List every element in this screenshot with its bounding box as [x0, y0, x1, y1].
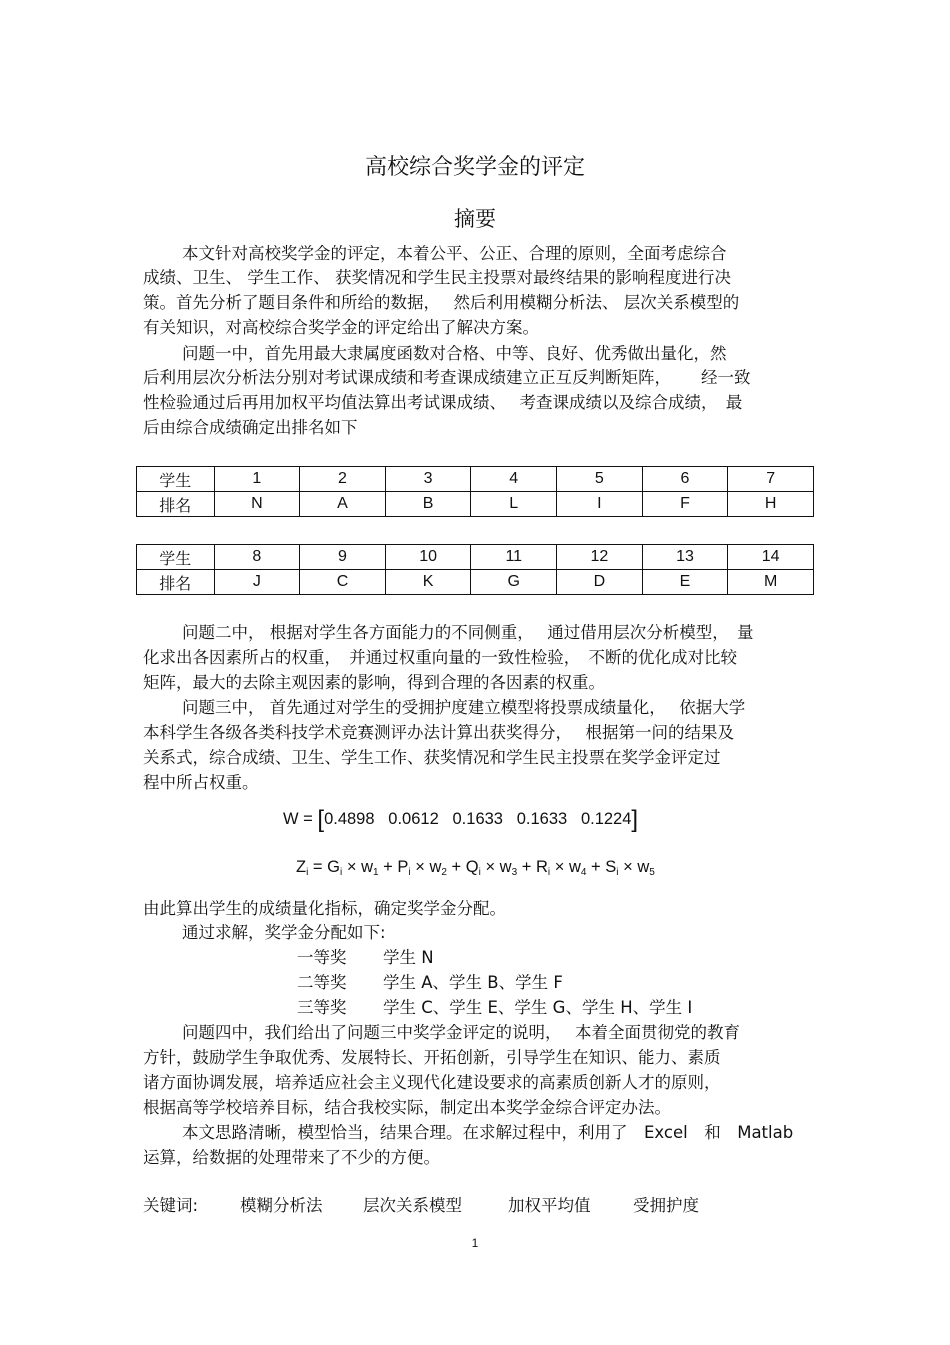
formula-eq: = — [312, 858, 323, 876]
keyword: 层次关系模型 — [363, 1196, 462, 1215]
formula-w: w — [637, 858, 650, 876]
paragraph-line: 后由综合成绩确定出排名如下 — [143, 418, 358, 437]
paragraph-line: 问题四中，我们给出了问题三中奖学金评定的说明， 本着全面贯彻党的教育 — [182, 1023, 740, 1042]
award-students: 学生 C、学生 E、学生 G、学生 H、学生 I — [383, 998, 693, 1017]
paragraph-line: 矩阵，最大的去除主观因素的影响，得到合理的各因素的权重。 — [143, 673, 605, 692]
formula-sub: i — [340, 867, 343, 878]
paragraph-line: 策。首先分析了题目条件和所给的数据， 然后利用模糊分析法、 层次关系模型的 — [143, 293, 740, 312]
paragraph-line: 后利用层次分析法分别对考试课成绩和考查课成绩建立正互反判断矩阵， 经一致 — [143, 368, 751, 387]
keywords-label: 关键词: — [143, 1196, 199, 1215]
table-cell: 11 — [471, 545, 557, 570]
abstract-heading: 摘要 — [454, 207, 496, 231]
formula-sub: i — [306, 867, 309, 878]
keyword: 加权平均值 — [508, 1196, 591, 1215]
formula-plus: + — [383, 858, 393, 876]
formula-sub: 4 — [580, 867, 587, 878]
table-cell: 14 — [728, 545, 814, 570]
formula-w: w — [429, 858, 442, 876]
formula-sub: i — [408, 867, 411, 878]
formula-sub: i — [616, 867, 619, 878]
formula-term: G — [327, 858, 340, 876]
table-cell: 13 — [642, 545, 728, 570]
table-cell: L — [471, 492, 557, 517]
weight-values: 0.4898 0.0612 0.1633 0.1633 0.1224 — [324, 810, 632, 828]
table-cell: F — [642, 492, 728, 517]
paragraph-line: 诸方面协调发展，培养适应社会主义现代化建设要求的高素质创新人才的原则， — [143, 1073, 721, 1092]
table-cell: 10 — [385, 545, 471, 570]
table-cell: 8 — [214, 545, 300, 570]
table-cell: 6 — [642, 467, 728, 492]
page-title: 高校综合奖学金的评定 — [364, 155, 585, 180]
table-cell: E — [642, 570, 728, 595]
award-students: 学生 A、学生 B、学生 F — [383, 973, 563, 992]
right-bracket: ] — [631, 806, 639, 833]
table-cell: J — [214, 570, 300, 595]
formula-times: × — [485, 858, 496, 876]
table-cell: 1 — [214, 467, 300, 492]
award-students: 学生 N — [383, 948, 434, 967]
formula-sub: 1 — [372, 867, 379, 878]
table-header-cell: 学生 — [137, 467, 215, 492]
table-cell: 3 — [385, 467, 471, 492]
weight-vector — [283, 806, 638, 834]
paragraph-line: 关系式，综合成绩、卫生、学生工作、获奖情况和学生民主投票在奖学金评定过 — [143, 748, 721, 767]
table-row — [137, 467, 814, 492]
formula-w: w — [361, 858, 373, 876]
paragraph-line: 根据高等学校培养目标，结合我校实际，制定出本奖学金综合评定办法。 — [143, 1098, 671, 1117]
table-cell: N — [214, 492, 300, 517]
paragraph-line: 问题二中， 根据对学生各方面能力的不同侧重， 通过借用层次分析模型， 量 — [182, 623, 754, 642]
paragraph-line: 性检验通过后再用加权平均值法算出考试课成绩、 考查课成绩以及综合成绩， 最 — [143, 393, 743, 412]
paragraph-line: 通过求解，奖学金分配如下: — [182, 923, 386, 942]
formula-times: × — [415, 858, 425, 876]
table-cell: A — [300, 492, 386, 517]
formula-sub: 3 — [511, 867, 518, 878]
paragraph-line: 有关知识，对高校综合奖学金的评定给出了解决方案。 — [143, 318, 539, 337]
formula-term: S — [605, 858, 617, 876]
table-header-cell: 排名 — [137, 492, 215, 517]
formula-plus: + — [521, 858, 532, 876]
formula-times: × — [623, 858, 633, 876]
table-cell: I — [557, 492, 643, 517]
table-cell: 12 — [557, 545, 643, 570]
formula-term: R — [535, 858, 548, 876]
paragraph-line: 程中所占权重。 — [143, 773, 259, 792]
formula-sub: i — [478, 867, 481, 878]
score-formula — [296, 858, 655, 878]
formula-plus: + — [451, 858, 462, 876]
formula-w: w — [499, 858, 512, 876]
table-cell: 5 — [557, 467, 643, 492]
formula-plus: + — [591, 858, 601, 876]
formula-lhs: Z — [296, 858, 307, 876]
table-cell: M — [728, 570, 814, 595]
table-cell: B — [385, 492, 471, 517]
paragraph-line: 本文针对高校奖学金的评定，本着公平、公正、合理的原则，全面考虑综合 — [182, 244, 727, 263]
table-row — [137, 570, 814, 595]
table-cell: K — [385, 570, 471, 595]
formula-term: P — [397, 858, 409, 876]
table-cell: 2 — [300, 467, 386, 492]
paragraph-line: 问题三中， 首先通过对学生的受拥护度建立模型将投票成绩量化， 依据大学 — [182, 698, 746, 717]
table-cell: 7 — [728, 467, 814, 492]
rank-table-2 — [136, 544, 814, 595]
paragraph-line: 运算，给数据的处理带来了不少的方便。 — [143, 1148, 440, 1167]
table-cell: H — [728, 492, 814, 517]
formula-sub: i — [547, 867, 551, 878]
award-level: 二等奖 — [297, 973, 347, 992]
page-number: 1 — [471, 1236, 479, 1250]
paragraph-line: 本文思路清晰，模型恰当，结果合理。在求解过程中，利用了 Excel 和 Matlab — [182, 1123, 794, 1142]
award-level: 三等奖 — [297, 998, 347, 1017]
table-header-cell: 排名 — [137, 570, 215, 595]
paragraph-line: 化求出各因素所占的权重， 并通过权重向量的一致性检验， 不断的优化成对比较 — [143, 648, 737, 667]
paragraph-line: 由此算出学生的成绩量化指标，确定奖学金分配。 — [143, 899, 506, 918]
formula-w: w — [568, 858, 581, 876]
table-cell: D — [557, 570, 643, 595]
table-cell: 9 — [300, 545, 386, 570]
table-cell: C — [300, 570, 386, 595]
paragraph-line: 成绩、卫生、 学生工作、 获奖情况和学生民主投票对最终结果的影响程度进行决 — [143, 268, 731, 287]
award-level: 一等奖 — [297, 948, 347, 967]
formula-times: × — [554, 858, 565, 876]
table-header-cell: 学生 — [137, 545, 215, 570]
formula-term: Q — [465, 858, 479, 876]
rank-table-1 — [136, 466, 814, 517]
table-row — [137, 492, 814, 517]
keyword: 模糊分析法 — [240, 1196, 323, 1215]
paragraph-line: 本科学生各级各类科技学术竞赛测评办法计算出获奖得分， 根据第一问的结果及 — [143, 723, 734, 742]
table-cell: G — [471, 570, 557, 595]
keyword: 受拥护度 — [633, 1196, 699, 1215]
formula-sub: 2 — [441, 867, 447, 878]
formula-times: × — [346, 858, 357, 876]
paragraph-line: 问题一中，首先用最大隶属度函数对合格、中等、良好、优秀做出量化，然 — [182, 344, 727, 363]
table-row — [137, 545, 814, 570]
paragraph-line: 方针，鼓励学生争取优秀、发展特长、开拓创新，引导学生在知识、能力、素质 — [143, 1048, 721, 1067]
formula-sub: 5 — [649, 867, 655, 878]
left-bracket: [ — [317, 806, 325, 833]
weight-label: W = — [283, 810, 313, 828]
table-cell: 4 — [471, 467, 557, 492]
